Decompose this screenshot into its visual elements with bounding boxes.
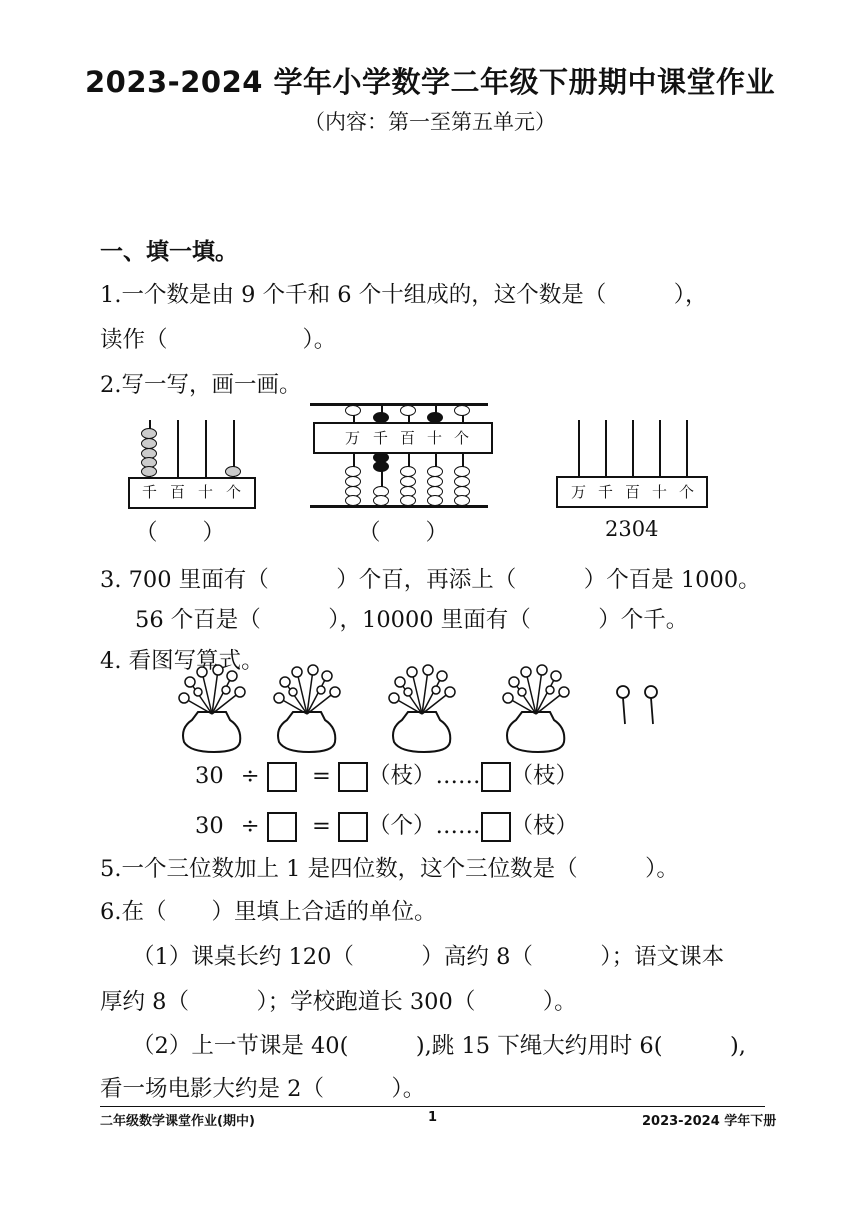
eq1-divide-sign: ÷ — [240, 763, 260, 789]
eq1-remainder-dots: …… — [435, 763, 481, 789]
abacus3-place-4: 个 — [679, 483, 695, 501]
abacus2-answer: （ ） — [358, 520, 449, 546]
q4-equation-1 — [195, 758, 578, 792]
eq2-remainder-box[interactable] — [481, 812, 511, 842]
q1-line2: 读作（ ）。 — [100, 327, 337, 353]
abacus2-place-4: 个 — [454, 429, 470, 447]
eq2-quotient-box[interactable] — [338, 812, 368, 842]
q5-text: 5.一个三位数加上 1 是四位数，这个三位数是（ ）。 — [100, 856, 679, 882]
eq1-unit1: （枝） — [367, 763, 436, 789]
q6-part1-line1: （1）课桌长约 120（ ）高约 8（ ）；语文课本 — [132, 944, 725, 970]
eq1-quotient-box[interactable] — [338, 762, 368, 792]
q6-label: 6.在（ ）里填上合适的单位。 — [100, 899, 437, 925]
q6-part1-line2: 厚约 8（ ）；学校跑道长 300（ ）。 — [100, 989, 577, 1015]
eq2-equals-sign: = — [311, 813, 331, 839]
abacus1-place-0: 千 — [142, 483, 158, 501]
q6-part2-line2: 看一场电影大约是 2（ ）。 — [100, 1076, 426, 1102]
abacus1-place-2: 十 — [198, 483, 214, 501]
abacus2-place-2: 百 — [400, 429, 416, 447]
q4-equation-2 — [195, 808, 578, 842]
abacus3-place-1: 千 — [598, 483, 614, 501]
footer-page-number: 1 — [428, 1110, 438, 1125]
eq1-unit2: （枝） — [510, 763, 579, 789]
abacus1-place-3: 个 — [226, 483, 242, 501]
eq2-divide-sign: ÷ — [240, 813, 260, 839]
eq2-remainder-dots: …… — [435, 813, 481, 839]
page-subtitle: （内容：第一至第五单元） — [304, 110, 556, 134]
q1-line1: 1.一个数是由 9 个千和 6 个十组成的，这个数是（ ）， — [100, 282, 708, 308]
q6-part2-line1: （2）上一节课是 40( ),跳 15 下绳大约用时 6( ), — [132, 1033, 746, 1059]
abacus2-place-1: 千 — [373, 429, 389, 447]
abacus3-place-3: 十 — [652, 483, 668, 501]
eq2-unit1: （个） — [367, 813, 436, 839]
flower-vases-figure — [160, 662, 680, 754]
section-heading: 一、填一填。 — [100, 239, 238, 265]
abacus3-place-0: 万 — [571, 483, 587, 501]
eq2-unit2: （枝） — [510, 813, 579, 839]
abacus1-answer: （ ） — [135, 520, 226, 546]
footer-divider — [100, 1106, 765, 1107]
abacus1-place-1: 百 — [170, 483, 186, 501]
page-title: 2023-2024 学年小学数学二年级下册期中课堂作业 — [84, 65, 776, 99]
q2-label: 2.写一写，画一画。 — [100, 372, 302, 398]
eq1-equals-sign: = — [311, 763, 331, 789]
abacus3-number: 2304 — [605, 517, 659, 541]
footer-right: 2023-2024 学年下册 — [642, 1114, 777, 1129]
eq1-dividend: 30 — [195, 763, 224, 789]
q3-line2: 56 个百是（ ），10000 里面有（ ）个千。 — [135, 607, 689, 633]
eq1-divisor-box[interactable] — [267, 762, 297, 792]
abacus2-place-0: 万 — [345, 429, 361, 447]
eq1-remainder-box[interactable] — [481, 762, 511, 792]
abacus3-place-2: 百 — [625, 483, 641, 501]
q4-label: 4. 看图写算式。 — [100, 648, 264, 674]
abacus2-place-3: 十 — [427, 429, 443, 447]
eq2-divisor-box[interactable] — [267, 812, 297, 842]
q3-line1: 3. 700 里面有（ ）个百，再添上（ ）个百是 1000。 — [100, 567, 761, 593]
footer-left: 二年级数学课堂作业(期中) — [100, 1114, 255, 1129]
eq2-dividend: 30 — [195, 813, 224, 839]
